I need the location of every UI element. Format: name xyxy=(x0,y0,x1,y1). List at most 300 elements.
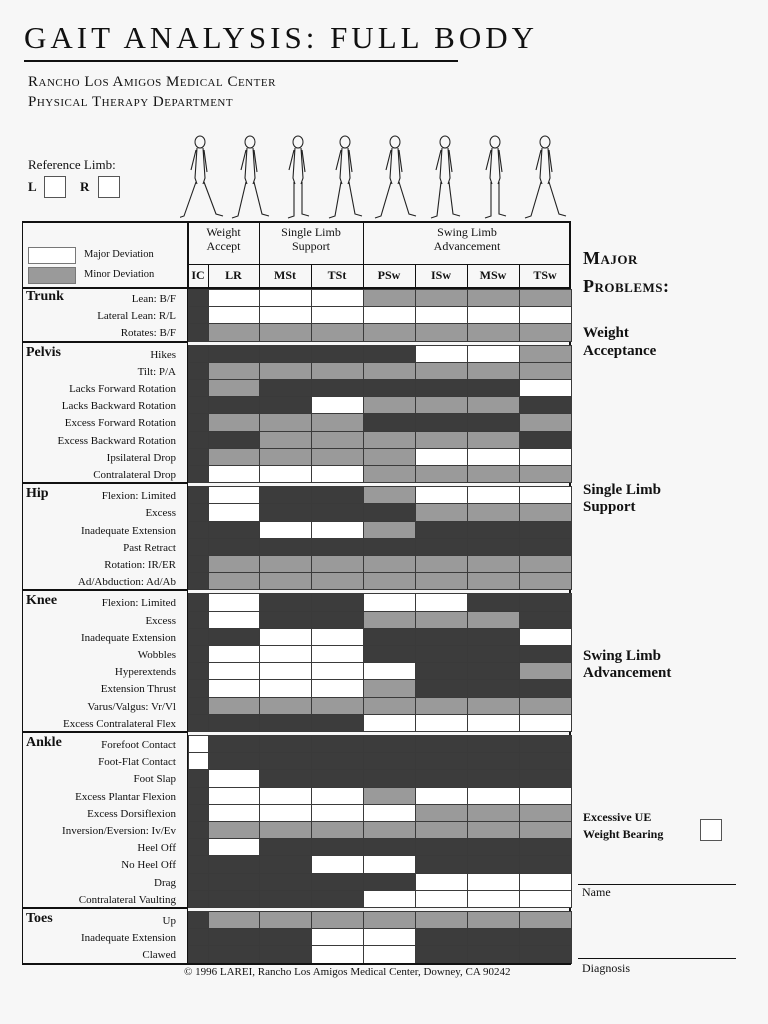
grid-cell-isw[interactable] xyxy=(415,890,468,908)
grid-cell-ic xyxy=(188,769,209,787)
grid-cell-ic xyxy=(188,323,209,341)
grid-cell-msw[interactable] xyxy=(467,396,520,414)
grid-cell-mst[interactable] xyxy=(259,306,312,324)
grid-cell-mst[interactable] xyxy=(259,572,312,590)
grid-cell-msw xyxy=(467,662,520,680)
grid-cell-msw[interactable] xyxy=(467,572,520,590)
grid-cell-isw[interactable] xyxy=(415,345,468,363)
grid-cell-psw[interactable] xyxy=(363,855,416,873)
grid-cell-msw[interactable] xyxy=(467,911,520,929)
grid-cell-isw[interactable] xyxy=(415,323,468,341)
grid-cell-mst xyxy=(259,873,312,891)
row-label: Flexion: Limited xyxy=(101,597,176,610)
grid-cell-msw[interactable] xyxy=(467,503,520,521)
grid-cell-msw[interactable] xyxy=(467,787,520,805)
grid-cell-mst[interactable] xyxy=(259,521,312,539)
grid-cell-lr xyxy=(208,873,260,891)
grid-cell-tst[interactable] xyxy=(311,911,364,929)
grid-cell-tst[interactable] xyxy=(311,362,364,380)
grid-cell-mst[interactable] xyxy=(259,448,312,466)
grid-cell-tsw xyxy=(519,679,572,697)
walking-figure-icon xyxy=(431,136,460,218)
grid-cell-lr[interactable] xyxy=(208,323,260,341)
page-title: GAIT ANALYSIS: FULL BODY xyxy=(24,20,539,55)
grid-cell-msw[interactable] xyxy=(467,448,520,466)
grid-cell-msw xyxy=(467,928,520,946)
grid-cell-isw[interactable] xyxy=(415,821,468,839)
grid-cell-psw[interactable] xyxy=(363,679,416,697)
row-label: Rotation: IR/ER xyxy=(104,559,176,571)
grid-cell-lr[interactable] xyxy=(208,679,260,697)
grid-cell-psw[interactable] xyxy=(363,928,416,946)
row-label: Tilt: P/A xyxy=(137,365,176,378)
grid-cell-mst[interactable] xyxy=(259,697,312,715)
grid-cell-msw[interactable] xyxy=(467,486,520,504)
grid-cell-lr[interactable] xyxy=(208,593,260,611)
grid-cell-isw[interactable] xyxy=(415,465,468,483)
grid-cell-tsw[interactable] xyxy=(519,662,572,680)
grid-cell-msw xyxy=(467,521,520,539)
grid-cell-psw[interactable] xyxy=(363,593,416,611)
grid-cell-psw xyxy=(363,645,416,663)
grid-cell-tst[interactable] xyxy=(311,555,364,573)
grid-cell-lr[interactable] xyxy=(208,379,260,397)
grid-cell-isw[interactable] xyxy=(415,503,468,521)
grid-cell-isw xyxy=(415,838,468,856)
grid-cell-lr xyxy=(208,628,260,646)
grid-cell-ic xyxy=(188,503,209,521)
grid-cell-psw[interactable] xyxy=(363,787,416,805)
grid-cell-psw[interactable] xyxy=(363,662,416,680)
walking-figure-icon xyxy=(232,136,269,218)
row-label: Lateral Lean: R/L xyxy=(97,310,176,323)
grid-cell-msw[interactable] xyxy=(467,555,520,573)
grid-cell-msw[interactable] xyxy=(467,323,520,341)
grid-cell-psw[interactable] xyxy=(363,486,416,504)
grid-cell-ic xyxy=(188,306,209,324)
grid-cell-tsw[interactable] xyxy=(519,413,572,431)
grid-cell-msw[interactable] xyxy=(467,873,520,891)
grid-cell-psw[interactable] xyxy=(363,306,416,324)
grid-cell-lr[interactable] xyxy=(208,572,260,590)
grid-cell-mst xyxy=(259,379,312,397)
excessive-ue-checkbox[interactable] xyxy=(700,819,722,841)
grid-cell-tst xyxy=(311,538,364,556)
grid-cell-msw xyxy=(467,628,520,646)
left-limb-checkbox[interactable] xyxy=(44,176,66,198)
group-label-trunk: Trunk xyxy=(26,289,64,304)
grid-cell-lr[interactable] xyxy=(208,611,260,629)
grid-cell-ic[interactable] xyxy=(188,735,209,753)
grid-cell-msw[interactable] xyxy=(467,714,520,732)
grid-cell-ic[interactable] xyxy=(188,752,209,770)
grid-cell-psw[interactable] xyxy=(363,890,416,908)
grid-cell-ic xyxy=(188,628,209,646)
grid-cell-tst[interactable] xyxy=(311,289,364,307)
grid-cell-msw[interactable] xyxy=(467,821,520,839)
grid-cell-lr[interactable] xyxy=(208,769,260,787)
grid-cell-mst[interactable] xyxy=(259,413,312,431)
grid-cell-lr[interactable] xyxy=(208,362,260,380)
diagnosis-line[interactable] xyxy=(578,958,736,959)
grid-cell-psw xyxy=(363,345,416,363)
grid-cell-isw[interactable] xyxy=(415,362,468,380)
grid-cell-psw[interactable] xyxy=(363,821,416,839)
grid-cell-mst[interactable] xyxy=(259,679,312,697)
grid-cell-tsw[interactable] xyxy=(519,911,572,929)
grid-cell-isw[interactable] xyxy=(415,306,468,324)
grid-cell-ic xyxy=(188,345,209,363)
column-divider xyxy=(467,264,468,289)
grid-cell-tsw[interactable] xyxy=(519,555,572,573)
row-label: Ad/Abduction: Ad/Ab xyxy=(77,576,176,589)
phase-group-line2: Advancement xyxy=(433,239,501,253)
grid-cell-msw[interactable] xyxy=(467,611,520,629)
grid-cell-mst[interactable] xyxy=(259,362,312,380)
grid-cell-ic xyxy=(188,413,209,431)
grid-cell-isw[interactable] xyxy=(415,572,468,590)
grid-cell-lr[interactable] xyxy=(208,503,260,521)
row-label: Inadequate Extension xyxy=(81,631,176,644)
grid-cell-ic xyxy=(188,396,209,414)
phase-group-line2: Accept xyxy=(206,239,241,253)
grid-cell-tsw[interactable] xyxy=(519,306,572,324)
grid-cell-tsw[interactable] xyxy=(519,448,572,466)
grid-cell-mst xyxy=(259,890,312,908)
column-header-ic: IC xyxy=(191,268,205,282)
grid-cell-mst[interactable] xyxy=(259,431,312,449)
grid-cell-lr[interactable] xyxy=(208,486,260,504)
grid-cell-tst[interactable] xyxy=(311,679,364,697)
walking-figure-icon xyxy=(485,136,506,218)
grid-cell-tsw xyxy=(519,431,572,449)
row-label: No Heel Off xyxy=(121,859,176,872)
grid-cell-msw xyxy=(467,945,520,963)
grid-cell-ic xyxy=(188,611,209,629)
grid-cell-lr[interactable] xyxy=(208,911,260,929)
grid-cell-psw[interactable] xyxy=(363,555,416,573)
grid-cell-tst[interactable] xyxy=(311,572,364,590)
department-name: Physical Therapy Department xyxy=(28,94,234,110)
grid-cell-tst[interactable] xyxy=(311,697,364,715)
grid-cell-tst[interactable] xyxy=(311,821,364,839)
reference-limb-label: Reference Limb: xyxy=(28,157,116,172)
grid-cell-tst[interactable] xyxy=(311,787,364,805)
grid-cell-lr[interactable] xyxy=(208,821,260,839)
phase-group-line1: Swing Limb xyxy=(437,225,497,239)
grid-cell-tsw[interactable] xyxy=(519,503,572,521)
grid-cell-msw[interactable] xyxy=(467,362,520,380)
swing-limb-advancement-line1: Swing Limb xyxy=(583,648,661,664)
grid-cell-isw xyxy=(415,769,468,787)
grid-cell-ic xyxy=(188,555,209,573)
grid-cell-psw[interactable] xyxy=(363,945,416,963)
row-label: Inversion/Eversion: Iv/Ev xyxy=(62,825,176,837)
row-label: Excess Forward Rotation xyxy=(64,417,176,430)
grid-cell-tsw[interactable] xyxy=(519,379,572,397)
grid-cell-tst xyxy=(311,769,364,787)
name-label: Name xyxy=(582,885,611,899)
legend-major-label: Major Deviation xyxy=(84,249,154,260)
grid-cell-psw xyxy=(363,838,416,856)
grid-cell-tsw[interactable] xyxy=(519,890,572,908)
grid-cell-isw xyxy=(415,928,468,946)
grid-cell-mst[interactable] xyxy=(259,821,312,839)
grid-cell-psw[interactable] xyxy=(363,611,416,629)
grid-cell-lr[interactable] xyxy=(208,787,260,805)
grid-cell-tst[interactable] xyxy=(311,945,364,963)
grid-cell-tsw[interactable] xyxy=(519,572,572,590)
grid-cell-tsw[interactable] xyxy=(519,323,572,341)
grid-cell-mst[interactable] xyxy=(259,662,312,680)
grid-cell-isw[interactable] xyxy=(415,873,468,891)
grid-cell-isw xyxy=(415,945,468,963)
row-label: Varus/Valgus: Vr/Vl xyxy=(87,700,176,713)
grid-cell-ic xyxy=(188,662,209,680)
grid-cell-tst[interactable] xyxy=(311,431,364,449)
grid-cell-mst xyxy=(259,838,312,856)
grid-cell-msw[interactable] xyxy=(467,345,520,363)
institution-name: Rancho Los Amigos Medical Center xyxy=(28,74,276,90)
grid-cell-msw[interactable] xyxy=(467,289,520,307)
column-header-mst: MSt xyxy=(274,268,296,282)
grid-cell-tst xyxy=(311,714,364,732)
column-divider xyxy=(519,264,520,289)
grid-cell-tst xyxy=(311,735,364,753)
grid-cell-isw xyxy=(415,538,468,556)
grid-cell-psw[interactable] xyxy=(363,572,416,590)
grid-cell-isw[interactable] xyxy=(415,593,468,611)
grid-cell-lr xyxy=(208,345,260,363)
grid-cell-lr[interactable] xyxy=(208,804,260,822)
grid-cell-tsw[interactable] xyxy=(519,345,572,363)
grid-cell-tsw[interactable] xyxy=(519,714,572,732)
grid-cell-tsw[interactable] xyxy=(519,486,572,504)
grid-cell-mst[interactable] xyxy=(259,323,312,341)
grid-cell-tst[interactable] xyxy=(311,396,364,414)
grid-cell-psw xyxy=(363,413,416,431)
grid-cell-lr[interactable] xyxy=(208,413,260,431)
legend-major-swatch xyxy=(28,247,76,264)
grid-cell-tst[interactable] xyxy=(311,928,364,946)
grid-cell-tst[interactable] xyxy=(311,662,364,680)
grid-cell-psw[interactable] xyxy=(363,431,416,449)
grid-cell-lr[interactable] xyxy=(208,662,260,680)
grid-cell-msw xyxy=(467,413,520,431)
grid-cell-isw[interactable] xyxy=(415,448,468,466)
row-label: Contralateral Vaulting xyxy=(78,893,176,906)
grid-cell-msw[interactable] xyxy=(467,306,520,324)
grid-cell-mst[interactable] xyxy=(259,804,312,822)
grid-cell-tst[interactable] xyxy=(311,628,364,646)
grid-cell-isw[interactable] xyxy=(415,396,468,414)
grid-cell-msw[interactable] xyxy=(467,890,520,908)
group-label-knee: Knee xyxy=(26,593,58,609)
copyright-footer: © 1996 LAREI, Rancho Los Amigos Medical Center, Downey, CA 90242 xyxy=(184,966,511,978)
row-label: Up xyxy=(162,915,176,927)
grid-cell-psw[interactable] xyxy=(363,521,416,539)
grid-cell-ic xyxy=(188,928,209,946)
grid-cell-msw xyxy=(467,838,520,856)
row-label: Ipsilateral Drop xyxy=(106,451,176,464)
grid-cell-lr[interactable] xyxy=(208,645,260,663)
grid-cell-psw[interactable] xyxy=(363,911,416,929)
grid-cell-lr[interactable] xyxy=(208,838,260,856)
grid-cell-isw[interactable] xyxy=(415,486,468,504)
row-label: Lacks Backward Rotation xyxy=(61,400,176,413)
row-label: Excess xyxy=(145,507,176,520)
grid-cell-lr[interactable] xyxy=(208,289,260,307)
grid-cell-tsw[interactable] xyxy=(519,289,572,307)
grid-cell-tst xyxy=(311,486,364,504)
grid-cell-tst[interactable] xyxy=(311,804,364,822)
row-label: Excess Plantar Flexion xyxy=(75,790,176,803)
grid-cell-mst[interactable] xyxy=(259,787,312,805)
row-label: Foot-Flat Contact xyxy=(98,756,176,769)
row-label: Drag xyxy=(154,876,176,889)
walking-figure-icon xyxy=(180,136,223,218)
grid-cell-psw[interactable] xyxy=(363,697,416,715)
right-limb-checkbox[interactable] xyxy=(98,176,120,198)
row-label: Heel Off xyxy=(137,842,176,855)
grid-cell-psw xyxy=(363,769,416,787)
grid-cell-isw[interactable] xyxy=(415,289,468,307)
grid-cell-isw xyxy=(415,645,468,663)
grid-cell-msw[interactable] xyxy=(467,697,520,715)
grid-cell-tsw[interactable] xyxy=(519,821,572,839)
grid-cell-lr[interactable] xyxy=(208,697,260,715)
grid-cell-tsw[interactable] xyxy=(519,787,572,805)
weight-acceptance-line1: Weight xyxy=(583,325,629,341)
grid-cell-isw[interactable] xyxy=(415,787,468,805)
grid-cell-tsw[interactable] xyxy=(519,697,572,715)
grid-cell-msw xyxy=(467,855,520,873)
grid-cell-tst xyxy=(311,890,364,908)
grid-cell-isw[interactable] xyxy=(415,804,468,822)
row-label: Excess xyxy=(145,614,176,627)
row-label: Past Retract xyxy=(123,541,176,554)
grid-cell-mst[interactable] xyxy=(259,911,312,929)
grid-cell-ic xyxy=(188,431,209,449)
grid-cell-msw xyxy=(467,379,520,397)
grid-cell-isw xyxy=(415,735,468,753)
grid-cell-lr xyxy=(208,735,260,753)
grid-cell-tst[interactable] xyxy=(311,521,364,539)
grid-cell-psw[interactable] xyxy=(363,396,416,414)
title-underline xyxy=(24,60,458,62)
grid-cell-psw[interactable] xyxy=(363,714,416,732)
grid-cell-lr[interactable] xyxy=(208,448,260,466)
grid-cell-msw xyxy=(467,752,520,770)
group-divider xyxy=(22,589,188,591)
grid-cell-mst xyxy=(259,611,312,629)
grid-cell-tsw[interactable] xyxy=(519,465,572,483)
grid-cell-ic xyxy=(188,821,209,839)
grid-cell-tsw[interactable] xyxy=(519,873,572,891)
grid-cell-tst[interactable] xyxy=(311,645,364,663)
grid-cell-mst xyxy=(259,855,312,873)
grid-cell-tsw[interactable] xyxy=(519,804,572,822)
grid-cell-tst[interactable] xyxy=(311,855,364,873)
grid-cell-isw xyxy=(415,752,468,770)
grid-cell-psw[interactable] xyxy=(363,323,416,341)
grid-cell-ic xyxy=(188,804,209,822)
grid-cell-isw[interactable] xyxy=(415,555,468,573)
grid-cell-msw[interactable] xyxy=(467,431,520,449)
grid-cell-msw[interactable] xyxy=(467,465,520,483)
grid-cell-mst[interactable] xyxy=(259,465,312,483)
grid-cell-mst xyxy=(259,769,312,787)
group-label-pelvis: Pelvis xyxy=(26,344,61,360)
grid-cell-isw[interactable] xyxy=(415,714,468,732)
grid-cell-tsw xyxy=(519,735,572,753)
grid-cell-isw[interactable] xyxy=(415,911,468,929)
phase-group-line1: Weight xyxy=(206,225,241,239)
grid-cell-tst[interactable] xyxy=(311,448,364,466)
grid-cell-tst[interactable] xyxy=(311,413,364,431)
grid-cell-mst[interactable] xyxy=(259,628,312,646)
grid-cell-tsw[interactable] xyxy=(519,628,572,646)
column-divider xyxy=(208,264,209,289)
row-label: Clawed xyxy=(142,949,176,962)
grid-cell-isw xyxy=(415,413,468,431)
legend-minor-swatch xyxy=(28,267,76,284)
grid-cell-mst xyxy=(259,345,312,363)
grid-cell-psw[interactable] xyxy=(363,289,416,307)
grid-cell-isw[interactable] xyxy=(415,611,468,629)
row-label: Foot Slap xyxy=(133,773,176,786)
grid-cell-tst[interactable] xyxy=(311,306,364,324)
grid-cell-psw[interactable] xyxy=(363,448,416,466)
grid-cell-lr[interactable] xyxy=(208,465,260,483)
grid-cell-mst[interactable] xyxy=(259,289,312,307)
grid-cell-tst xyxy=(311,611,364,629)
column-divider xyxy=(415,264,416,289)
grid-cell-isw xyxy=(415,662,468,680)
grid-label-border xyxy=(187,221,188,963)
grid-cell-psw xyxy=(363,873,416,891)
grid-cell-isw[interactable] xyxy=(415,431,468,449)
row-label: Inadequate Extension xyxy=(81,932,176,945)
column-header-psw: PSw xyxy=(377,268,401,282)
grid-cell-psw[interactable] xyxy=(363,804,416,822)
grid-cell-tst xyxy=(311,593,364,611)
grid-cell-mst xyxy=(259,503,312,521)
row-label: Hikes xyxy=(150,348,176,361)
grid-cell-mst[interactable] xyxy=(259,555,312,573)
grid-cell-psw[interactable] xyxy=(363,362,416,380)
grid-cell-ic xyxy=(188,855,209,873)
grid-cell-lr xyxy=(208,928,260,946)
single-limb-support-line1: Single Limb xyxy=(583,482,661,498)
group-label-toes: Toes xyxy=(26,911,53,926)
grid-cell-msw xyxy=(467,593,520,611)
grid-cell-mst[interactable] xyxy=(259,645,312,663)
grid-cell-psw[interactable] xyxy=(363,465,416,483)
grid-cell-lr[interactable] xyxy=(208,306,260,324)
column-divider xyxy=(311,264,312,289)
grid-cell-tst[interactable] xyxy=(311,465,364,483)
grid-cell-lr[interactable] xyxy=(208,555,260,573)
row-label: Forefoot Contact xyxy=(101,739,176,751)
grid-cell-msw[interactable] xyxy=(467,804,520,822)
grid-cell-isw[interactable] xyxy=(415,697,468,715)
grid-cell-ic xyxy=(188,362,209,380)
grid-cell-tsw xyxy=(519,521,572,539)
grid-cell-tst[interactable] xyxy=(311,323,364,341)
grid-cell-tsw[interactable] xyxy=(519,362,572,380)
grid-cell-mst xyxy=(259,593,312,611)
